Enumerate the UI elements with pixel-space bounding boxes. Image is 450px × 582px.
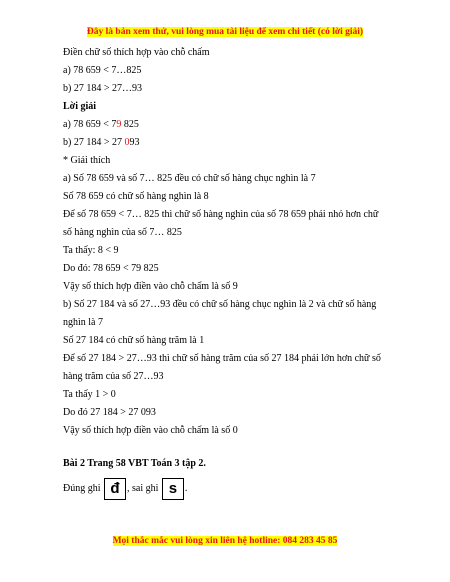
explain-heading: * Giải thích <box>63 155 111 166</box>
explain-line: Do đó 27 184 > 27 093 <box>63 407 156 418</box>
answer-a <box>63 119 408 131</box>
answer-b-digit: 0 <box>124 137 130 148</box>
explain-line: a) Số 78 659 và số 7… 825 đều có chữ số hàng chục nghìn là 7 <box>63 173 316 184</box>
question-b: b) 27 184 > 27…93 <box>63 83 142 94</box>
explain-line: hàng trăm của số 27…93 <box>63 371 164 382</box>
answer-a-digit: 9 <box>116 119 122 130</box>
answer-a-prefix: a) 78 659 < 7 <box>63 119 117 130</box>
exercise-2-text-true: Đúng ghi <box>63 483 103 494</box>
exercise-2-end: . <box>184 483 188 494</box>
exercise-2-instruction <box>63 478 408 500</box>
preview-banner-text: Đây là bản xem thử, vui lòng mua tài liệu để xem chi tiết (có lời giải) <box>86 27 364 37</box>
answer-b-suffix: 93 <box>129 137 140 148</box>
exercise-2-heading: Bài 2 Trang 58 VBT Toán 3 tập 2. <box>63 458 206 469</box>
explain-line: Ta thấy: 8 < 9 <box>63 245 119 256</box>
explain-line: Để số 78 659 < 7… 825 thì chữ số hàng nghìn của số 78 659 phải nhỏ hơn chữ <box>63 209 379 220</box>
true-mark-box: đ <box>104 478 126 500</box>
false-mark-box: s <box>162 478 184 500</box>
preview-banner <box>0 27 450 37</box>
explain-line: Số 78 659 có chữ số hàng nghìn là 8 <box>63 191 209 202</box>
hotline-banner-text: Mọi thắc mắc vui lòng xin liên hệ hotline: 084 283 45 85 <box>112 536 338 546</box>
answer-b-prefix: b) 27 184 > 27 <box>63 137 125 148</box>
explain-line: Ta thấy 1 > 0 <box>63 389 116 400</box>
hotline-banner <box>0 536 450 546</box>
explain-line: Do đó: 78 659 < 79 825 <box>63 263 159 274</box>
explain-line: nghìn là 7 <box>63 317 103 328</box>
question-a: a) 78 659 < 7…825 <box>63 65 142 76</box>
answer-b <box>63 137 408 149</box>
explain-line: số hàng nghìn của số 7… 825 <box>63 227 182 238</box>
instruction: Điền chữ số thích hợp vào chỗ chấm <box>63 47 210 58</box>
answer-a-suffix: 825 <box>121 119 139 130</box>
solution-heading: Lời giải <box>63 101 97 112</box>
explain-line: Để số 27 184 > 27…93 thì chữ số hàng trăm của số 27 184 phải lớn hơn chữ số <box>63 353 381 364</box>
explain-line: Số 27 184 có chữ số hàng trăm là 1 <box>63 335 205 346</box>
explain-line: b) Số 27 184 và số 27…93 đều có chữ số hàng chục nghìn là 2 và chữ số hàng <box>63 299 377 310</box>
explain-line: Vậy số thích hợp điền vào chỗ chấm là số 9 <box>63 281 238 292</box>
explain-line: Vậy số thích hợp điền vào chỗ chấm là số 0 <box>63 425 238 436</box>
exercise-2-text-false: , sai ghi <box>127 483 161 494</box>
